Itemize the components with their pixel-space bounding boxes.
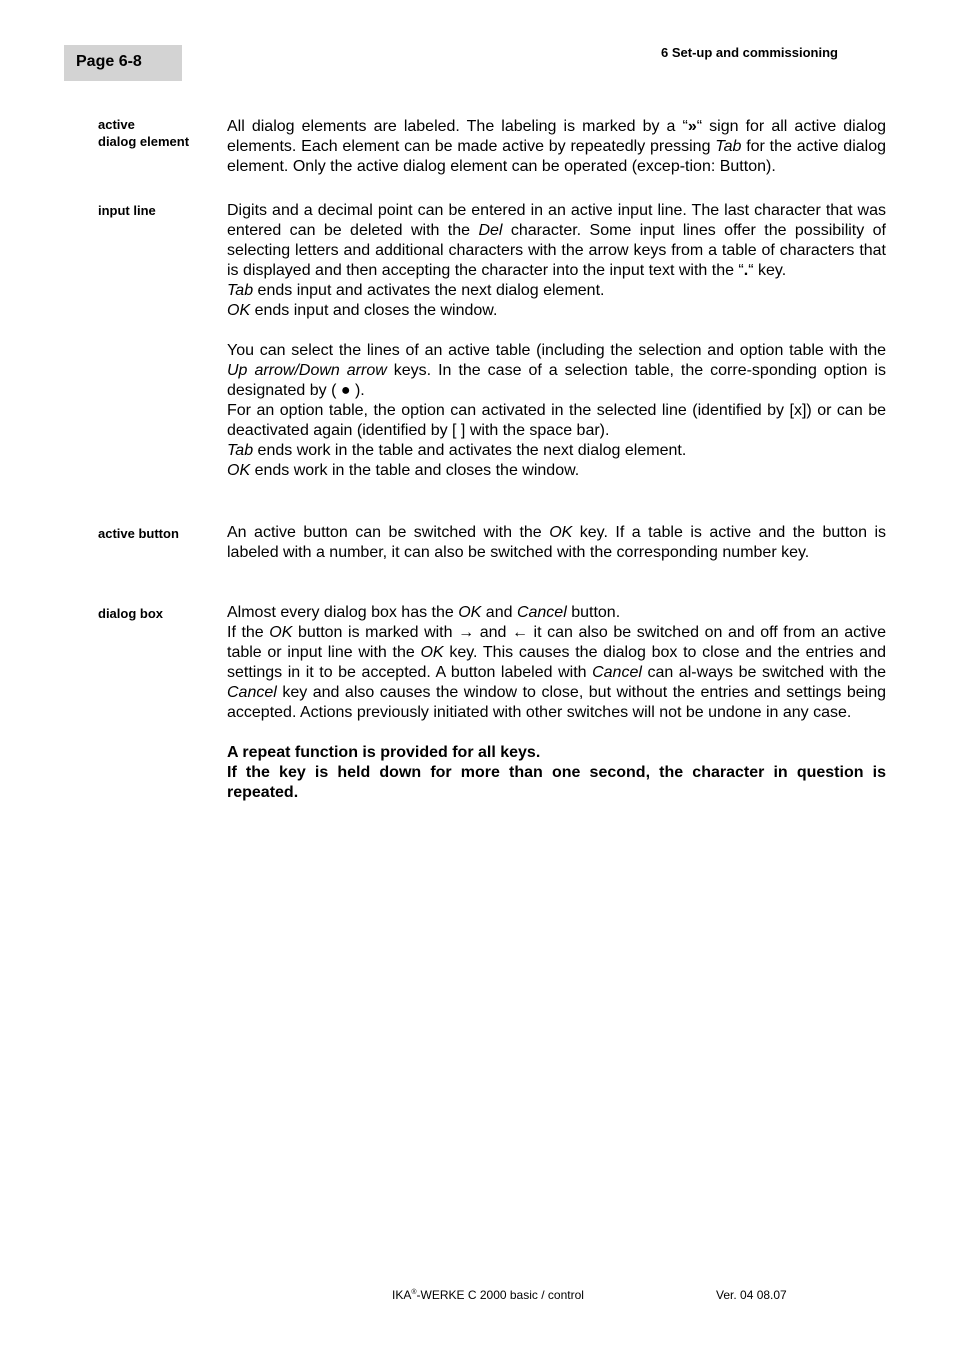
repeat-note-detail: If the key is held down for more than one second, the character in question is repeated. <box>227 764 886 801</box>
paragraph: OK ends work in the table and closes the window. <box>227 462 580 479</box>
footer-version: Ver. 04 08.07 <box>716 1288 787 1302</box>
chapter-title: 6 Set-up and commissioning <box>661 45 838 60</box>
section-input-line <box>227 201 886 481</box>
page-label: Page 6-8 <box>76 53 142 70</box>
paragraph: Almost every dialog box has the OK and Cancel button. <box>227 604 621 621</box>
paragraph: An active button can be switched with the OK key. If a table is active and the button is labeled with a number, it can also be switched with the corresponding number key. <box>227 524 887 561</box>
paragraph: All dialog elements are labeled. The labeling is marked by a “»“ sign for all active dialog elements. Each element can be made active by repeatedly pressing Tab for the active dialog element. Only the active dialog element can be operated (excep-tion: Button). <box>227 118 887 175</box>
repeat-note: A repeat function is provided for all keys. <box>227 744 541 761</box>
arrow-right-icon: → <box>458 624 475 641</box>
arrow-left-icon: ← <box>511 624 528 641</box>
label-input-line: input line <box>98 203 156 218</box>
label-active-button: active button <box>98 526 179 541</box>
section-active-dialog-element <box>227 117 886 177</box>
paragraph: Tab ends work in the table and activates the next dialog element. <box>227 442 687 459</box>
label-dialog-box: dialog box <box>98 606 163 621</box>
page-number-tab <box>64 45 182 81</box>
paragraph: OK ends input and closes the window. <box>227 302 498 319</box>
footer-brand: IKA®-WERKE C 2000 basic / control <box>392 1288 584 1302</box>
label-active-dialog-element: active dialog element <box>98 117 190 149</box>
paragraph: Digits and a decimal point can be entered in an active input line. The last character that was entered can be deleted with the Del character. Some input lines offer the possibility of selecting letters and additional characters with the arrow keys from a table of characters that is displayed and then accepting the character into the input text with the “.“ key. <box>227 202 887 279</box>
section-dialog-box <box>227 603 886 803</box>
paragraph: For an option table, the option can activated in the selected line (identified by [x]) or can be deactivated again (identified by [ ] with the space bar). <box>227 402 886 439</box>
paragraph: You can select the lines of an active table (including the selection and option table with the Up arrow/Down arrow keys. In the case of a selection table, the corre-sponding option is designated by ( ● ). <box>227 342 886 399</box>
active-marker-glyph: » <box>687 118 697 135</box>
paragraph: Tab ends input and activates the next dialog element. <box>227 282 605 299</box>
paragraph: If the OK button is marked with → and ← it can also be switched on and off from an active table or input line with the OK key. This causes the dialog box to close and the entries and settings in it to be accepted. A button labeled with Cancel can al-ways be switched with the Cancel key and also causes the window to close, but without the entries and settings being accepted. Actions previously initiated with other switches will not be undone in any case. <box>227 624 887 721</box>
bullet-icon: ● <box>340 382 351 399</box>
section-active-button <box>227 523 886 563</box>
